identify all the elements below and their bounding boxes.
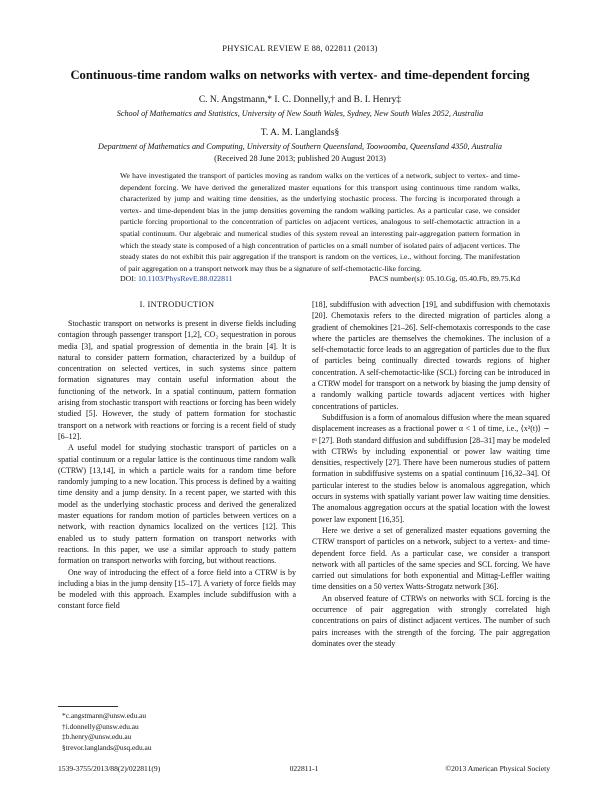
paragraph: Stochastic transport on networks is present in diverse fields including contagion through passenger transport [1,2], CO₂ sequestration in porous media [3], and spatial progression of dementia in the brain [4]. It is natural to consider pattern formation, characterized by a buildup of concentration on selected vertices, in such systems since pattern formation signatures may contain useful information about the functioning of the network. In a spatial continuum, pattern formation arising from stochastic transport with reactions or forcing has been widely studied [5]. However, the study of pattern formation for stochastic transport on a network with reactions or forcing is a recent field of study [6–12].: [58, 319, 296, 441]
page-number: 022811-1: [289, 764, 319, 773]
footnote-email[interactable]: †i.donnelly@unsw.edu.au: [62, 721, 139, 731]
received-dates: (Received 28 June 2013; published 20 August 2013): [214, 154, 386, 163]
paragraph: A useful model for studying stochastic transport of particles on a spatial continuum or a regular lattice is the continuous time random walk (CTRW) [13,14], in which a particle waits for a random time before randomly jumping to a new location. This process is defined by a waiting time density and a jump density. In a recent paper, we started with this model as the underlying stochastic process and derived the generalized master equations for random motion of particles between vertices on a network, with reaction dynamics localized on the vertices [12]. This enabled us to study pattern formation on transport networks with reactions. In this paper, we use a similar approach to study pattern formation on transport networks with forcing, but without reactions.: [58, 443, 296, 566]
footnote-email[interactable]: §trevor.langlands@usq.edu.au: [62, 742, 152, 752]
paragraph: Here we derive a set of generalized master equations governing the CTRW transport of particles on a network, subject to a vertex- and time-dependent force field. As a particular case, we consider a transport network with all particles of the same species and SCL forcing. We have carried out simulations for both exponential and Mittag-Leffler waiting time densities on a 50 vertex Watts-Strogatz network [36].: [312, 525, 550, 592]
footnotes: [62, 711, 292, 753]
copyright: ©2013 American Physical Society: [445, 764, 550, 773]
journal-header: PHYSICAL REVIEW E 88, 022811 (2013): [222, 43, 378, 53]
authors-line-1: C. N. Angstmann,* I. C. Donnelly,† and B. I. Henry‡: [198, 95, 402, 105]
doi-label: DOI:: [120, 274, 137, 283]
left-column: [58, 318, 296, 612]
abstract: We have investigated the transport of particles moving as random walks on the vertices of a network, subject to vertex- and time-dependent forcing. We have derived the generalized master equations for this transport using continuous time random walks, characterized by jump and waiting time densities, as the underlying stochastic process. The forcing is incorporated through a vertex- and time-dependent bias in the jump densities governing the random walking particles. As a particular case, we consider particle forcing proportional to the concentration of particles on adjacent vertices, analogous to self-chemotactic attraction in a spatial continuum. Our algebraic and numerical studies of this system reveal an interesting pair-aggregation pattern formation in which the steady state is composed of a high concentration of particles on a small number of isolated pairs of adjacent vertices. The steady states do not exhibit this pair aggregation if the transport is random on the vertices, i.e., without forcing. The manifestation of pair aggregation on a transport network may thus be a signature of self-chemotactic-like forcing.: [120, 171, 520, 273]
authors-line-2: T. A. M. Langlands§: [260, 128, 340, 138]
doi-link[interactable]: 10.1103/PhysRevE.88.022811: [137, 274, 233, 283]
paragraph: One way of introducing the effect of a force field into a CTRW is by including a bias in the jump density [15–17]. A variety of force fields may be modeled with this approach. Examples include subdiffusion with a constant force field: [58, 567, 296, 611]
affiliation-2: Department of Mathematics and Computing, University of Southern Queensland, Toowoomba, Queensland 4350, Australia: [98, 142, 502, 151]
footnote-rule: [58, 706, 118, 707]
paragraph: Subdiffusion is a form of anomalous diffusion where the mean squared displacement increases as a fractional power α < 1 of time, i.e., ⟨x²(t)⟩ ∼ tᵅ [27]. Both standard diffusion and subdiffusion [28–31] may be modeled with CTRWs by including exponential or power law waiting time densities, respectively [27]. There have been numerous studies of pattern formation in subdiffusive systems on a spatial continuum [16,32–34]. Of particular interest to the studies below is anomalous aggregation, which occurs in systems with spatially variant power law waiting time densities. The anomalous aggregation occurs at the spatial location with the lowest power law exponent [16,35].: [312, 412, 550, 524]
page-footer: [58, 764, 550, 773]
paragraph: [18], subdiffusion with advection [19], and subdiffusion with chemotaxis [20]. Chemotaxis refers to the directed migration of particles along a gradient of chemokines [21–26]. Self-chemotaxis corresponds to the case where the particles are themselves the chemokines. The inclusion of a self-chemotactic force leads to an aggregation of particles due to the flux of particles being continually directed towards regions of higher concentration. A self-chemotactic-like (SCL) forcing can be introduced in a CTRW model for transport on a network by biasing the jump density of a randomly walking particle towards adjacent vertices with higher concentrations of particles.: [312, 300, 550, 411]
footer-code: 1539-3755/2013/88(2)/022811(9): [58, 764, 161, 773]
section-title: I. INTRODUCTION: [139, 300, 215, 309]
footnote-email[interactable]: ‡b.henry@unsw.edu.au: [62, 732, 132, 742]
right-column: [312, 299, 550, 649]
paragraph: An observed feature of CTRWs on networks with SCL forcing is the occurrence of pair aggregation with strongly correlated high concentrations on pairs of distinct adjacent vertices. The number of such pairs increases with the strength of the forcing. The pair aggregation dominates over the steady: [312, 593, 550, 648]
pacs-numbers: PACS number(s): 05.10.Gg, 05.40.Fb, 89.75.Kd: [369, 274, 520, 283]
affiliation-1: School of Mathematics and Statistics, University of New South Wales, Sydney, New South Wales 2052, Australia: [116, 109, 484, 118]
paper-title: Continuous-time random walks on networks with vertex- and time-dependent forcing: [70, 68, 530, 82]
doi-line: [120, 274, 520, 283]
footnote-email[interactable]: *c.angstmann@unsw.edu.au: [62, 711, 147, 720]
